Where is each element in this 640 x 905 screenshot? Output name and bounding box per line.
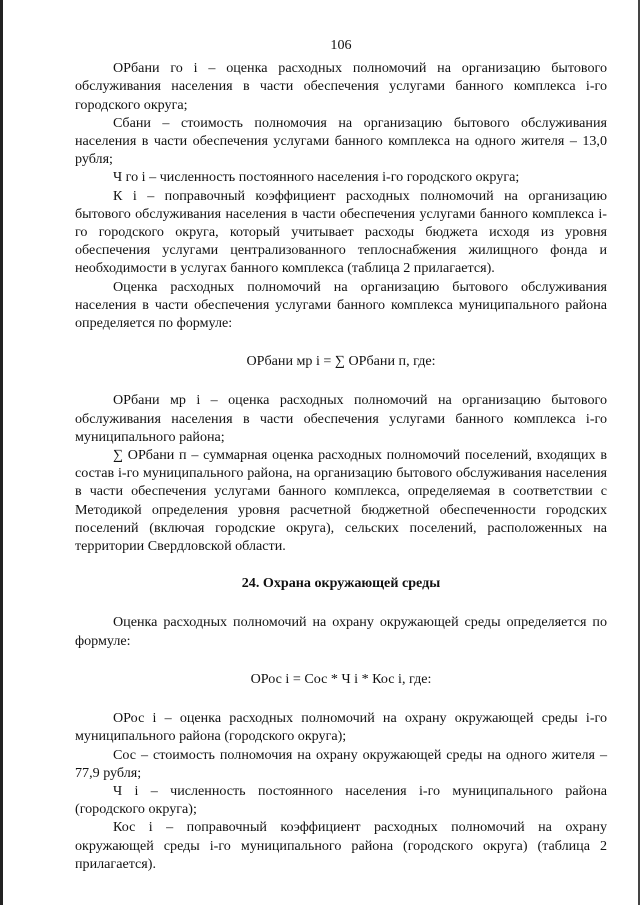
paragraph-orbani-go-definition: ОРбани го i – оценка расходных полномочий на организацию бытового обслуживания населения в части обеспечения услугами банного комплекса i-го городского округа; xyxy=(75,60,607,113)
section-heading: 24. Охрана окружающей среды xyxy=(241,575,441,592)
paragraph-ch-go-definition: Ч го i – численность постоянного населения i-го городского округа; xyxy=(113,169,520,186)
scan-edge-left xyxy=(0,0,3,905)
paragraph-district-intro: Оценка расходных полномочий на организацию бытового обслуживания населения в части обеспечения услугами банного комплекса муниципального района определяется по формуле: xyxy=(75,278,607,332)
paragraph-cos-definition: Сос – стоимость полномочия на охрану окружающей среды на одного жителя – 77,9 рубля; xyxy=(75,746,607,781)
formula-oros: ОРос i = Сос * Ч i * Кос i, где: xyxy=(250,670,432,687)
paragraph-sum-orbani-definition: ∑ ОРбани п – суммарная оценка расходных полномочий поселений, входящих в состав i-го муниципального района, на организацию бытового обслуживания населения в части обеспечения услугами банного комплекса, определяемая в соответствии с Методикой определения уровня расчетной бюджетной обеспеченности городских поселений (включая городские округа), сельских поселений, расположенных на территории Свердловской области. xyxy=(75,447,607,555)
paragraph-orbani-mr-definition: ОРбани мр i – оценка расходных полномочий на организацию бытового обслуживания населения в части обеспечения услугами банного комплекса i-го муниципального района; xyxy=(75,392,607,445)
paragraph-cbani-definition: Cбани – стоимость полномочия на организацию бытового обслуживания населения в части обеспечения услугами банного комплекса на одного жителя – 13,0 рубля; xyxy=(75,114,607,168)
paragraph-ch-definition: Ч i – численность постоянного населения i-го муниципального района (городского округа); xyxy=(75,782,607,818)
paragraph-kos-definition: Кос i – поправочный коэффициент расходных полномочий на охрану окружающей среды i-го муниципального района (городского округа) (таблица 2 прилагается). xyxy=(75,819,607,872)
paragraph-oros-definition: ОРос i – оценка расходных полномочий на охрану окружающей среды i-го муниципального района (городского округа); xyxy=(75,710,607,745)
page-number: 106 xyxy=(330,37,352,53)
document-page xyxy=(75,36,607,873)
formula-orbani-mr: ОРбани мр i = ∑ ОРбани п, где: xyxy=(246,353,436,370)
paragraph-environment-intro: Оценка расходных полномочий на охрану окружающей среды определяется по формуле: xyxy=(75,614,607,649)
paragraph-k-definition: К i – поправочный коэффициент расходных полномочий на организацию бытового обслуживания населения в части обеспечения услугами банного комплекса i-го городского округа, который учитывает расходы бюджета исходя из уровня обеспечения услугами централизованного теплоснабжения жилищного фонда и необходимости в услугах банного комплекса (таблица 2 прилагается). xyxy=(75,187,607,277)
